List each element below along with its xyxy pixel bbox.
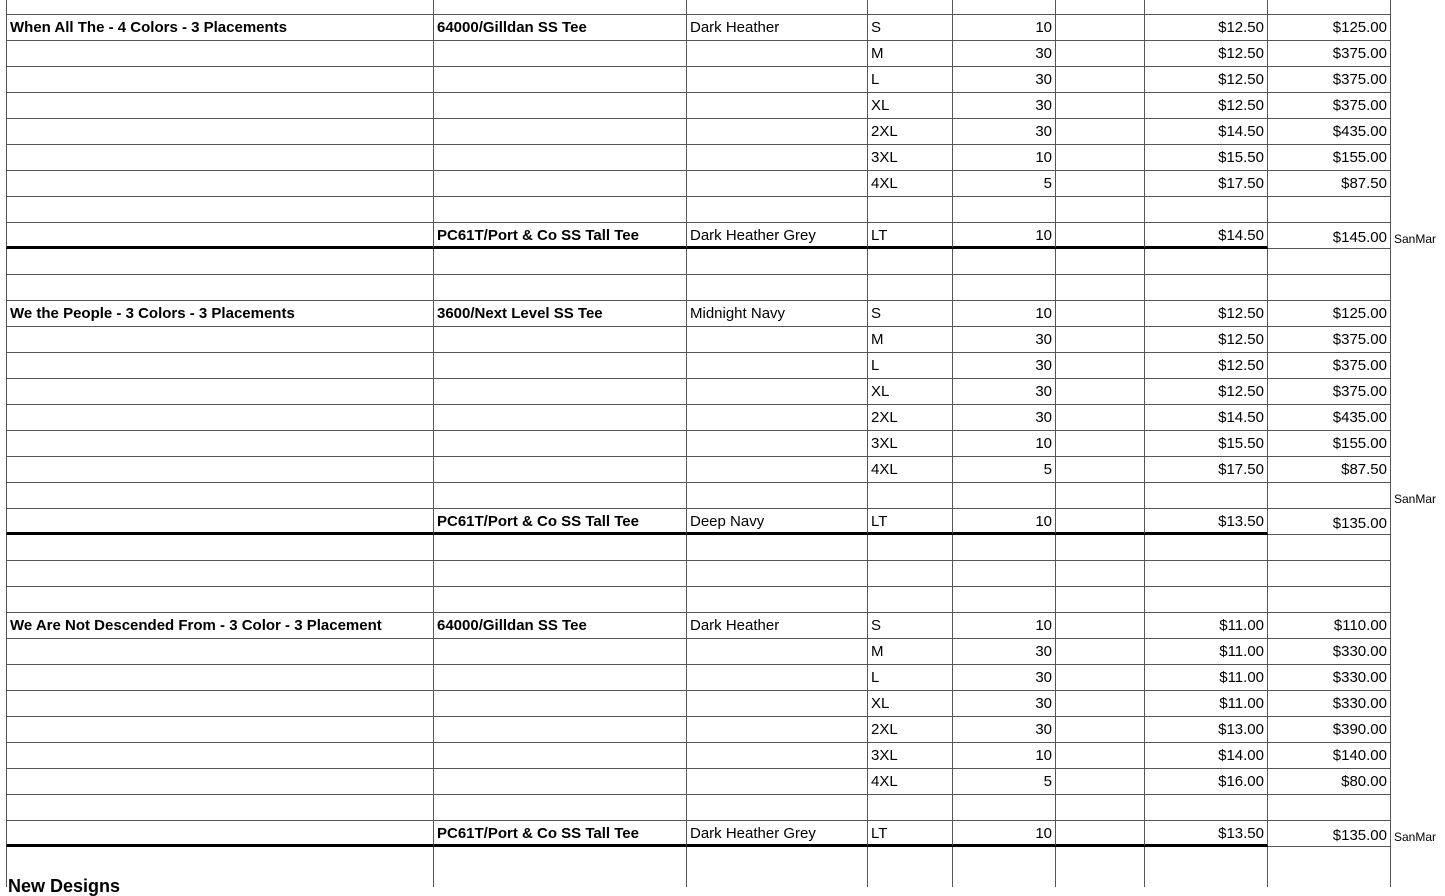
size-cell[interactable]: LT [868,821,953,847]
quantity-cell[interactable]: 30 [953,379,1056,405]
line-total-cell[interactable] [1268,587,1391,613]
size-cell[interactable] [868,483,953,509]
line-total-cell[interactable]: $155.00 [1268,145,1391,171]
quantity-cell[interactable]: 30 [953,691,1056,717]
unit-price-cell[interactable] [1145,197,1268,223]
style-cell[interactable]: 3600/Next Level SS Tee [434,301,687,327]
design-cell[interactable] [6,93,434,119]
color-cell[interactable] [687,41,868,67]
blank-cell[interactable] [1056,613,1145,639]
size-cell[interactable]: 3XL [868,743,953,769]
unit-price-cell[interactable]: $14.50 [1145,223,1268,249]
color-cell[interactable] [687,795,868,821]
size-cell[interactable]: LT [868,509,953,535]
blank-cell[interactable] [1056,821,1145,847]
size-cell[interactable] [868,275,953,301]
color-cell[interactable] [687,717,868,743]
quantity-cell[interactable] [953,587,1056,613]
line-total-cell[interactable] [1268,483,1391,509]
vendor-note: SanMar [1394,830,1437,844]
color-cell[interactable]: Deep Navy [687,509,868,535]
style-cell[interactable] [434,691,687,717]
line-total-cell[interactable] [1268,249,1391,275]
size-cell[interactable]: 4XL [868,457,953,483]
color-cell[interactable] [687,535,868,561]
style-cell[interactable] [434,795,687,821]
quantity-cell[interactable]: 30 [953,327,1056,353]
color-cell[interactable] [687,171,868,197]
line-total-cell[interactable]: $330.00 [1268,691,1391,717]
design-cell[interactable] [6,639,434,665]
line-total-cell[interactable] [1268,0,1391,15]
blank-cell[interactable] [1056,509,1145,535]
unit-price-cell[interactable]: $13.50 [1145,821,1268,847]
quantity-cell[interactable]: 10 [953,821,1056,847]
quantity-cell[interactable] [953,535,1056,561]
line-total-cell[interactable] [1268,795,1391,821]
size-cell[interactable]: S [868,301,953,327]
quantity-cell[interactable]: 10 [953,613,1056,639]
line-total-cell[interactable]: $125.00 [1268,301,1391,327]
unit-price-cell[interactable]: $12.50 [1145,93,1268,119]
quantity-cell[interactable]: 30 [953,717,1056,743]
blank-cell[interactable] [1056,67,1145,93]
design-cell[interactable] [6,197,434,223]
color-cell[interactable] [687,665,868,691]
unit-price-cell[interactable] [1145,795,1268,821]
color-cell[interactable] [687,639,868,665]
quantity-cell[interactable] [953,197,1056,223]
style-cell[interactable] [434,769,687,795]
quantity-cell[interactable]: 10 [953,15,1056,41]
style-cell[interactable] [434,379,687,405]
size-cell[interactable] [868,535,953,561]
blank-cell[interactable] [1056,431,1145,457]
unit-price-cell[interactable] [1145,561,1268,587]
style-cell[interactable] [434,41,687,67]
style-cell[interactable] [434,483,687,509]
unit-price-cell[interactable]: $11.00 [1145,639,1268,665]
quantity-cell[interactable]: 10 [953,145,1056,171]
color-cell[interactable] [687,0,868,15]
color-cell[interactable]: Dark Heather Grey [687,821,868,847]
unit-price-cell[interactable]: $13.50 [1145,509,1268,535]
unit-price-cell[interactable] [1145,275,1268,301]
design-cell[interactable] [6,431,434,457]
blank-cell[interactable] [1056,223,1145,249]
blank-cell[interactable] [1056,691,1145,717]
blank-cell[interactable] [1056,665,1145,691]
design-cell[interactable] [6,509,434,535]
unit-price-cell[interactable]: $12.50 [1145,327,1268,353]
line-total-cell[interactable] [1268,561,1391,587]
design-cell[interactable] [6,353,434,379]
unit-price-cell[interactable]: $11.00 [1145,691,1268,717]
quantity-cell[interactable]: 30 [953,353,1056,379]
blank-cell[interactable] [1056,145,1145,171]
color-cell[interactable] [687,379,868,405]
style-cell[interactable] [434,353,687,379]
design-cell[interactable] [6,119,434,145]
design-cell[interactable] [6,405,434,431]
unit-price-cell[interactable] [1145,483,1268,509]
design-cell[interactable] [6,67,434,93]
design-cell[interactable]: We Are Not Descended From - 3 Color - 3 Placement [6,613,434,639]
quantity-cell[interactable]: 30 [953,41,1056,67]
unit-price-cell[interactable]: $14.00 [1145,743,1268,769]
quantity-cell[interactable] [953,847,1056,887]
blank-cell[interactable] [1056,795,1145,821]
blank-cell[interactable] [1056,457,1145,483]
size-cell[interactable] [868,847,953,887]
style-cell[interactable] [434,197,687,223]
size-cell[interactable]: 2XL [868,119,953,145]
blank-cell[interactable] [1056,171,1145,197]
design-cell[interactable] [6,795,434,821]
unit-price-cell[interactable]: $14.50 [1145,119,1268,145]
line-total-cell[interactable]: $135.00 [1268,821,1391,847]
unit-price-cell[interactable] [1145,847,1268,887]
style-cell[interactable] [434,743,687,769]
blank-cell[interactable] [1056,41,1145,67]
color-cell[interactable]: Dark Heather Grey [687,223,868,249]
blank-cell[interactable] [1056,483,1145,509]
unit-price-cell[interactable] [1145,249,1268,275]
style-cell[interactable] [434,327,687,353]
style-cell[interactable] [434,145,687,171]
size-cell[interactable] [868,249,953,275]
design-cell[interactable] [6,0,434,15]
style-cell[interactable] [434,0,687,15]
design-cell[interactable] [6,223,434,249]
color-cell[interactable] [687,847,868,887]
line-total-cell[interactable] [1268,847,1391,887]
quantity-cell[interactable]: 5 [953,769,1056,795]
quantity-cell[interactable]: 30 [953,639,1056,665]
style-cell[interactable] [434,535,687,561]
style-cell[interactable] [434,717,687,743]
unit-price-cell[interactable]: $15.50 [1145,145,1268,171]
size-cell[interactable]: M [868,41,953,67]
size-cell[interactable]: 3XL [868,431,953,457]
size-cell[interactable] [868,587,953,613]
line-total-cell[interactable]: $155.00 [1268,431,1391,457]
section-heading: New Designs [8,876,121,896]
style-cell[interactable]: PC61T/Port & Co SS Tall Tee [434,821,687,847]
size-cell[interactable]: XL [868,691,953,717]
design-cell[interactable] [6,483,434,509]
size-cell[interactable]: LT [868,223,953,249]
blank-cell[interactable] [1056,535,1145,561]
unit-price-cell[interactable] [1145,587,1268,613]
color-cell[interactable] [687,457,868,483]
design-cell[interactable] [6,145,434,171]
style-cell[interactable] [434,171,687,197]
design-cell[interactable] [6,379,434,405]
color-cell[interactable]: Midnight Navy [687,301,868,327]
quantity-cell[interactable]: 10 [953,743,1056,769]
quantity-cell[interactable]: 30 [953,405,1056,431]
size-cell[interactable]: M [868,639,953,665]
color-cell[interactable] [687,769,868,795]
color-cell[interactable] [687,353,868,379]
style-cell[interactable] [434,431,687,457]
quantity-cell[interactable]: 10 [953,509,1056,535]
line-total-cell[interactable]: $435.00 [1268,119,1391,145]
blank-cell[interactable] [1056,847,1145,887]
unit-price-cell[interactable] [1145,535,1268,561]
size-cell[interactable] [868,561,953,587]
style-cell[interactable] [434,587,687,613]
blank-cell[interactable] [1056,353,1145,379]
color-cell[interactable] [687,405,868,431]
color-cell[interactable] [687,67,868,93]
style-cell[interactable] [434,67,687,93]
color-cell[interactable] [687,197,868,223]
quantity-cell[interactable] [953,795,1056,821]
size-cell[interactable] [868,795,953,821]
design-cell[interactable] [6,561,434,587]
color-cell[interactable] [687,249,868,275]
unit-price-cell[interactable]: $12.50 [1145,379,1268,405]
style-cell[interactable] [434,93,687,119]
style-cell[interactable]: 64000/Gilldan SS Tee [434,613,687,639]
line-total-cell[interactable] [1268,197,1391,223]
size-cell[interactable]: M [868,327,953,353]
unit-price-cell[interactable]: $15.50 [1145,431,1268,457]
style-cell[interactable] [434,639,687,665]
design-cell[interactable]: We the People - 3 Colors - 3 Placements [6,301,434,327]
quantity-cell[interactable]: 10 [953,223,1056,249]
color-cell[interactable] [687,743,868,769]
line-total-cell[interactable]: $140.00 [1268,743,1391,769]
size-cell[interactable]: L [868,67,953,93]
design-cell[interactable] [6,743,434,769]
unit-price-cell[interactable]: $16.00 [1145,769,1268,795]
unit-price-cell[interactable]: $11.00 [1145,665,1268,691]
line-total-cell[interactable]: $390.00 [1268,717,1391,743]
unit-price-cell[interactable]: $12.50 [1145,41,1268,67]
line-total-cell[interactable]: $375.00 [1268,353,1391,379]
unit-price-cell[interactable]: $12.50 [1145,353,1268,379]
style-cell[interactable] [434,561,687,587]
unit-price-cell[interactable]: $14.50 [1145,405,1268,431]
unit-price-cell[interactable]: $13.00 [1145,717,1268,743]
blank-cell[interactable] [1056,327,1145,353]
line-total-cell[interactable]: $375.00 [1268,41,1391,67]
color-cell[interactable] [687,275,868,301]
blank-cell[interactable] [1056,301,1145,327]
line-total-cell[interactable]: $330.00 [1268,665,1391,691]
blank-cell[interactable] [1056,197,1145,223]
quantity-cell[interactable]: 30 [953,665,1056,691]
color-cell[interactable] [687,145,868,171]
quantity-cell[interactable]: 5 [953,457,1056,483]
color-cell[interactable] [687,431,868,457]
unit-price-cell[interactable]: $12.50 [1145,67,1268,93]
design-cell[interactable] [6,691,434,717]
blank-cell[interactable] [1056,717,1145,743]
size-cell[interactable]: XL [868,93,953,119]
unit-price-cell[interactable]: $17.50 [1145,457,1268,483]
quantity-cell[interactable] [953,483,1056,509]
quantity-cell[interactable] [953,0,1056,15]
size-cell[interactable]: L [868,353,953,379]
color-cell[interactable] [687,587,868,613]
size-cell[interactable]: S [868,15,953,41]
unit-price-cell[interactable]: $17.50 [1145,171,1268,197]
design-cell[interactable] [6,171,434,197]
design-cell[interactable] [6,587,434,613]
line-total-cell[interactable] [1268,275,1391,301]
blank-cell[interactable] [1056,405,1145,431]
style-cell[interactable] [434,665,687,691]
blank-cell[interactable] [1056,587,1145,613]
blank-cell[interactable] [1056,0,1145,15]
unit-price-cell[interactable] [1145,0,1268,15]
size-cell[interactable] [868,0,953,15]
quantity-cell[interactable] [953,249,1056,275]
design-cell[interactable] [6,249,434,275]
color-cell[interactable] [687,93,868,119]
design-cell[interactable] [6,327,434,353]
design-cell[interactable] [6,821,434,847]
color-cell[interactable] [687,327,868,353]
line-total-cell[interactable]: $375.00 [1268,327,1391,353]
quantity-cell[interactable]: 30 [953,119,1056,145]
design-cell[interactable] [6,717,434,743]
design-cell[interactable] [6,665,434,691]
unit-price-cell[interactable]: $12.50 [1145,15,1268,41]
size-cell[interactable]: L [868,665,953,691]
quantity-cell[interactable]: 5 [953,171,1056,197]
line-total-cell[interactable]: $435.00 [1268,405,1391,431]
style-cell[interactable]: PC61T/Port & Co SS Tall Tee [434,509,687,535]
style-cell[interactable]: 64000/Gilldan SS Tee [434,15,687,41]
color-cell[interactable]: Dark Heather [687,15,868,41]
blank-cell[interactable] [1056,15,1145,41]
blank-cell[interactable] [1056,769,1145,795]
quantity-cell[interactable]: 10 [953,301,1056,327]
line-total-cell[interactable]: $375.00 [1268,379,1391,405]
color-cell[interactable]: Dark Heather [687,613,868,639]
blank-cell[interactable] [1056,379,1145,405]
line-total-cell[interactable]: $375.00 [1268,93,1391,119]
line-total-cell[interactable]: $125.00 [1268,15,1391,41]
design-cell[interactable] [6,457,434,483]
design-cell[interactable]: When All The - 4 Colors - 3 Placements [6,15,434,41]
size-cell[interactable]: 2XL [868,405,953,431]
blank-cell[interactable] [1056,119,1145,145]
blank-cell[interactable] [1056,93,1145,119]
color-cell[interactable] [687,561,868,587]
vendor-note: SanMar [1394,232,1437,246]
design-cell[interactable] [6,769,434,795]
line-total-cell[interactable]: $135.00 [1268,509,1391,535]
style-cell[interactable] [434,275,687,301]
style-cell[interactable] [434,119,687,145]
color-cell[interactable] [687,119,868,145]
blank-cell[interactable] [1056,639,1145,665]
size-cell[interactable]: S [868,613,953,639]
blank-cell[interactable] [1056,743,1145,769]
style-cell[interactable] [434,847,687,887]
size-cell[interactable]: XL [868,379,953,405]
color-cell[interactable] [687,691,868,717]
line-total-cell[interactable]: $330.00 [1268,639,1391,665]
quantity-cell[interactable]: 30 [953,93,1056,119]
blank-cell[interactable] [1056,275,1145,301]
line-total-cell[interactable]: $145.00 [1268,223,1391,249]
size-cell[interactable]: 3XL [868,145,953,171]
style-cell[interactable] [434,457,687,483]
style-cell[interactable] [434,249,687,275]
unit-price-cell[interactable]: $11.00 [1145,613,1268,639]
unit-price-cell[interactable]: $12.50 [1145,301,1268,327]
line-total-cell[interactable]: $110.00 [1268,613,1391,639]
line-total-cell[interactable]: $375.00 [1268,67,1391,93]
quantity-cell[interactable] [953,561,1056,587]
line-total-cell[interactable]: $87.50 [1268,457,1391,483]
blank-cell[interactable] [1056,561,1145,587]
line-total-cell[interactable]: $80.00 [1268,769,1391,795]
line-total-cell[interactable]: $87.50 [1268,171,1391,197]
size-cell[interactable]: 4XL [868,171,953,197]
size-cell[interactable]: 4XL [868,769,953,795]
design-cell[interactable] [6,275,434,301]
line-total-cell[interactable] [1268,535,1391,561]
size-cell[interactable]: 2XL [868,717,953,743]
style-cell[interactable] [434,405,687,431]
blank-cell[interactable] [1056,249,1145,275]
style-cell[interactable]: PC61T/Port & Co SS Tall Tee [434,223,687,249]
quantity-cell[interactable] [953,275,1056,301]
design-cell[interactable] [6,535,434,561]
vendor-note: SanMar [1394,492,1437,506]
quantity-cell[interactable]: 10 [953,431,1056,457]
quantity-cell[interactable]: 30 [953,67,1056,93]
color-cell[interactable] [687,483,868,509]
design-cell[interactable] [6,41,434,67]
size-cell[interactable] [868,197,953,223]
